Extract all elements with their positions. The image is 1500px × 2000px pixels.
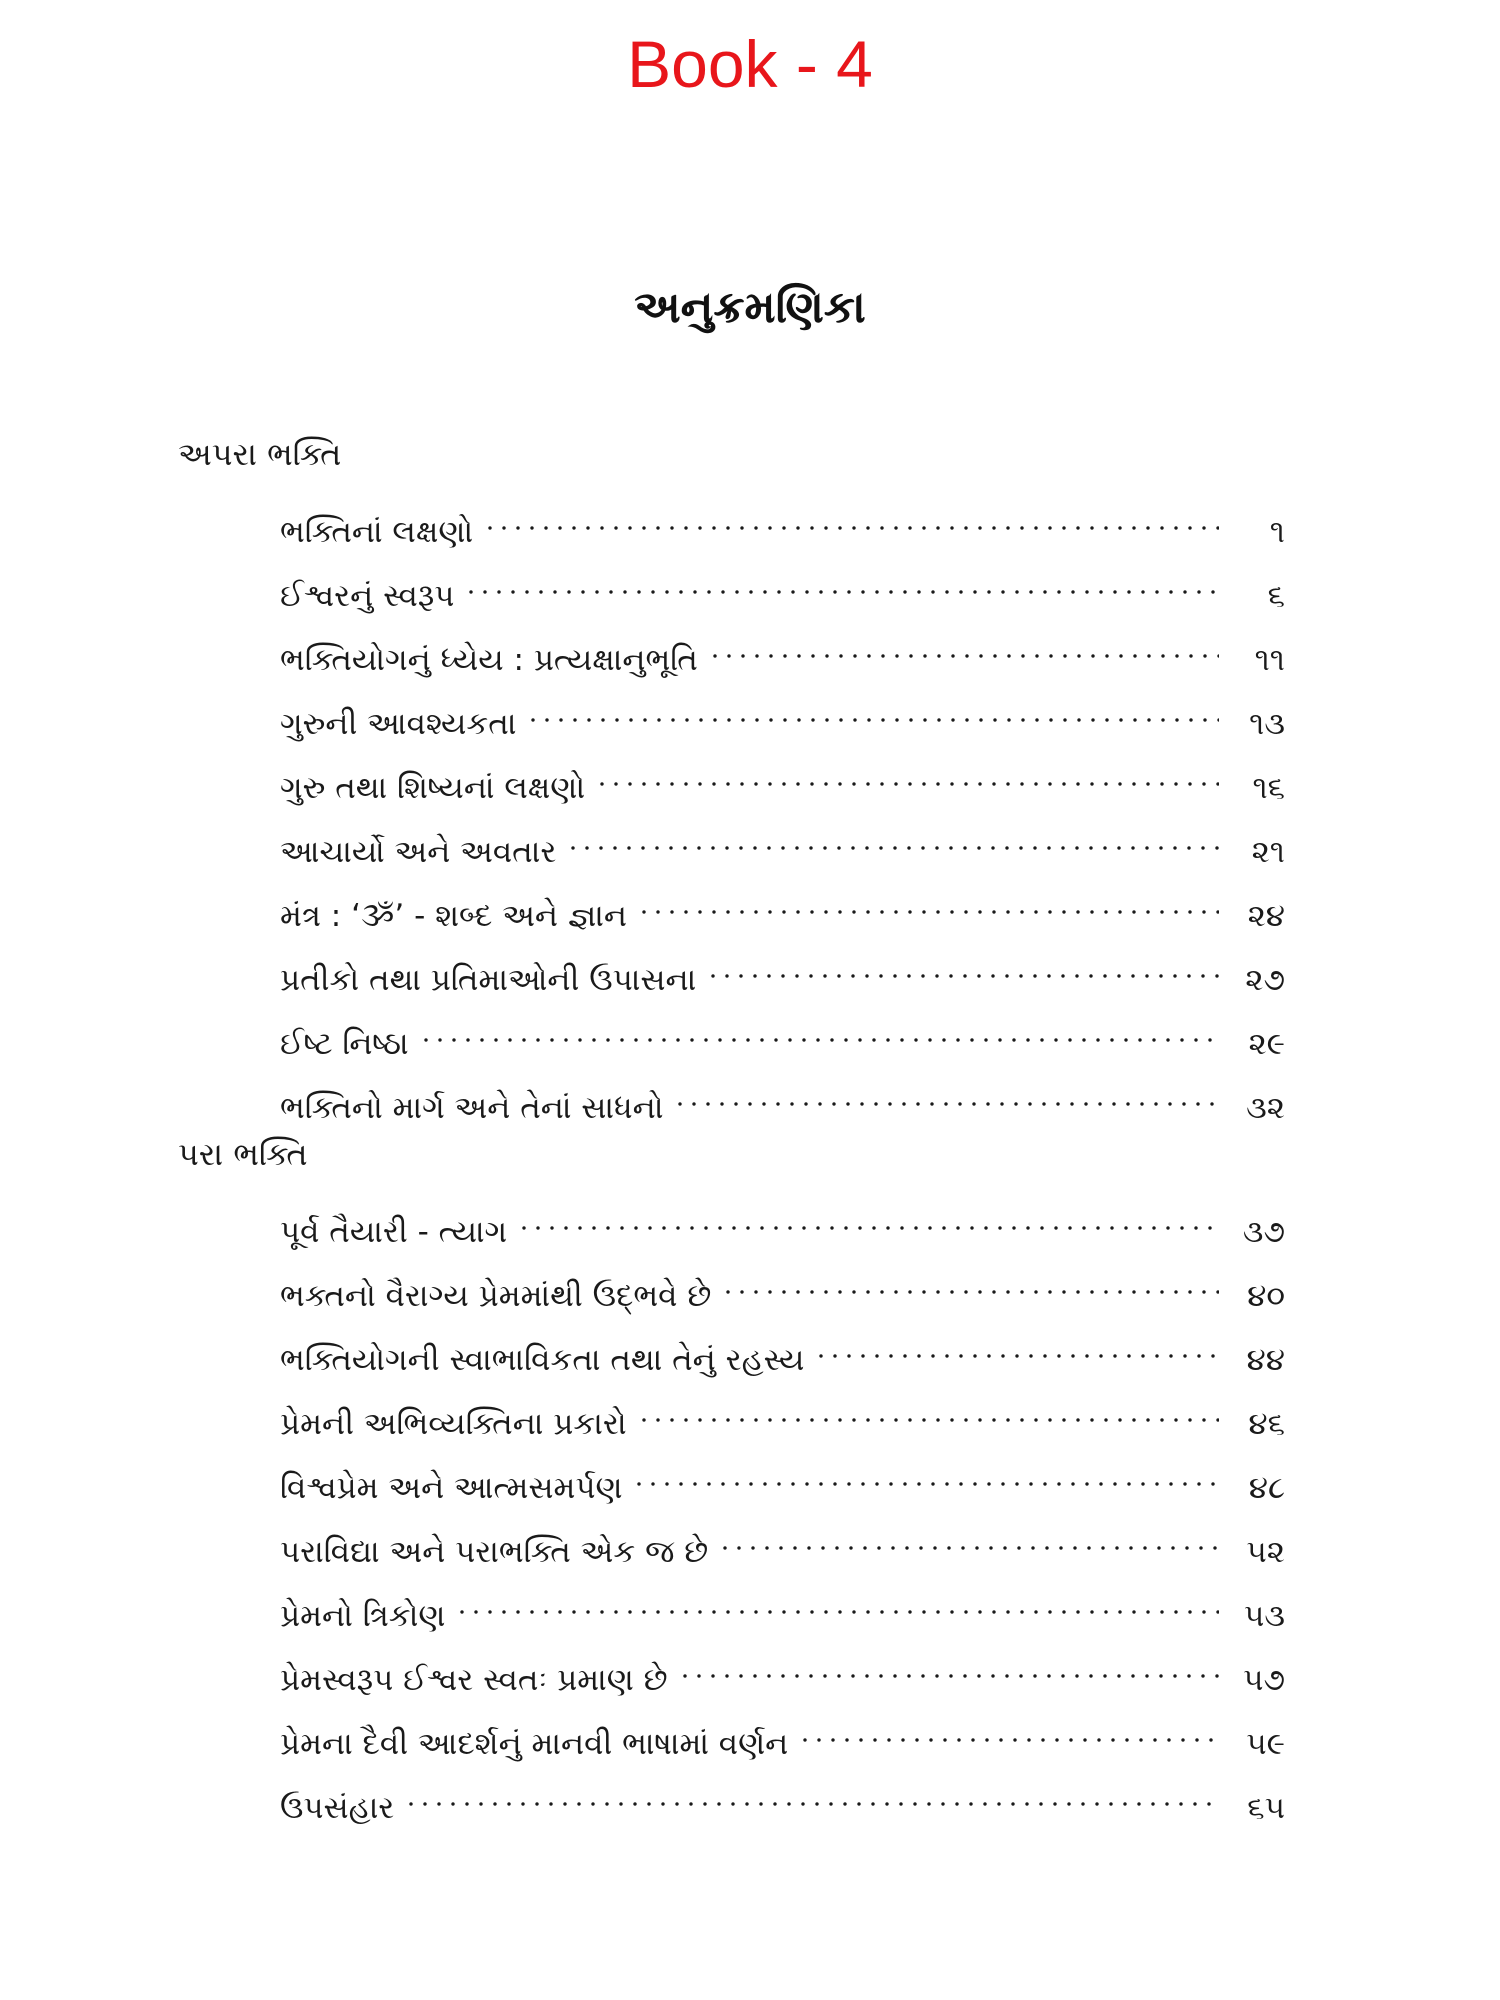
toc-entry-page: ૫૩ [1243, 1598, 1285, 1634]
toc-entry-title: પ્રેમનો ત્રિકોણ [280, 1598, 446, 1634]
book-label: Book - 4 [627, 27, 873, 101]
toc-entry[interactable] [280, 1514, 1285, 1570]
dot-leader [419, 1006, 1219, 1054]
toc-entry[interactable] [280, 942, 1285, 998]
dot-leader [566, 814, 1219, 862]
toc-entry-title: ભક્તિનો માર્ગ અને તેનાં સાધનો [280, 1090, 664, 1126]
toc-entry[interactable] [280, 1578, 1285, 1634]
toc-entry[interactable] [280, 1386, 1285, 1442]
toc-entry-page: ૧૬ [1252, 770, 1285, 806]
toc-entry-page: ૧ [1269, 514, 1285, 550]
toc-entry-title: ગુરુ તથા શિષ્યનાં લક્ષણો [280, 770, 586, 806]
dot-leader [708, 622, 1219, 670]
toc-entry-title: ભક્તનો વૈરાગ્ય પ્રેમમાંથી ઉદ્ભવે છે [280, 1278, 712, 1314]
section-heading-para-bhakti: પરા ભક્તિ [178, 1135, 308, 1173]
toc-entry[interactable] [280, 1770, 1285, 1826]
toc-entry-page: ૧૩ [1249, 706, 1285, 742]
toc-entry-title: ભક્તિયોગનું ધ્યેય : પ્રત્યક્ષાનુભૂતિ [280, 642, 698, 678]
dot-leader [404, 1770, 1219, 1818]
toc-entry-page: ૨૯ [1248, 1026, 1285, 1062]
dot-leader [464, 558, 1219, 606]
dot-leader [721, 1258, 1219, 1306]
toc-entry[interactable] [280, 750, 1285, 806]
toc-entry-title: મંત્ર : ‘ૐ’ - શબ્દ અને જ્ઞાન [280, 898, 627, 934]
toc-entry-title: પ્રેમસ્વરૂપ ઈશ્વર સ્વતઃ પ્રમાણ છે [280, 1662, 668, 1698]
toc-entry-page: ૪૦ [1247, 1278, 1285, 1314]
dot-leader [526, 686, 1219, 734]
toc-entry-page: ૬ [1267, 578, 1285, 614]
toc-title: અનુક્રમણિકા [634, 282, 866, 333]
toc-entry[interactable] [280, 622, 1285, 678]
dot-leader [673, 1070, 1219, 1118]
toc-entry[interactable] [280, 814, 1285, 870]
dot-leader [595, 750, 1219, 798]
dot-leader [632, 1450, 1219, 1498]
toc-entry-title: ભક્તિનાં લક્ષણો [280, 514, 474, 550]
dot-leader [483, 494, 1219, 542]
toc-entry-title: પ્રેમના દૈવી આદર્શનું માનવી ભાષામાં વર્ણન [280, 1726, 789, 1762]
toc-entry-title: પ્રતીકો તથા પ્રતિમાઓની ઉપાસના [280, 962, 697, 998]
toc-entry[interactable] [280, 494, 1285, 550]
toc-entry[interactable] [280, 1450, 1285, 1506]
toc-entry[interactable] [280, 1006, 1285, 1062]
toc-entry-title: ઈષ્ટ નિષ્ઠા [280, 1026, 409, 1062]
toc-entry-page: ૨૭ [1245, 962, 1285, 998]
dot-leader [637, 878, 1219, 926]
toc-entry[interactable] [280, 1194, 1285, 1250]
toc-entry-page: ૪૮ [1248, 1470, 1285, 1506]
dot-leader [798, 1706, 1219, 1754]
toc-entry[interactable] [280, 1070, 1285, 1126]
section-heading-apara-bhakti: અપરા ભક્તિ [178, 435, 342, 473]
toc-entry-title: વિશ્વપ્રેમ અને આત્મસમર્પણ [280, 1470, 623, 1506]
toc-entry-page: ૩૭ [1242, 1214, 1285, 1250]
toc-entry[interactable] [280, 558, 1285, 614]
toc-entry-title: ઉપસંહાર [280, 1790, 395, 1826]
toc-entry-page: ૨૪ [1247, 898, 1285, 934]
toc-entry-page: ૩૨ [1246, 1090, 1285, 1126]
toc-entry-title: પરાવિદ્યા અને પરાભક્તિ એક જ છે [280, 1534, 709, 1570]
dot-leader [706, 942, 1219, 990]
dot-leader [678, 1642, 1219, 1690]
dot-leader [718, 1514, 1219, 1562]
dot-leader [517, 1194, 1219, 1242]
toc-entry-title: ગુરુની આવશ્યકતા [280, 706, 517, 742]
toc-entry[interactable] [280, 1642, 1285, 1698]
toc-entry[interactable] [280, 1706, 1285, 1762]
toc-entry[interactable] [280, 1322, 1285, 1378]
toc-entry[interactable] [280, 878, 1285, 934]
toc-entry-title: પૂર્વ તૈયારી - ત્યાગ [280, 1214, 508, 1250]
toc-entry-title: આચાર્યો અને અવતાર [280, 834, 557, 870]
toc-entry-page: ૧૧ [1254, 642, 1285, 678]
toc-entry-page: ૪૬ [1248, 1406, 1285, 1442]
dot-leader [637, 1386, 1219, 1434]
toc-entry[interactable] [280, 686, 1285, 742]
toc-entry[interactable] [280, 1258, 1285, 1314]
toc-entry-title: ઈશ્વરનું સ્વરૂપ [280, 578, 455, 614]
toc-entry-page: ૫૨ [1246, 1534, 1285, 1570]
dot-leader [455, 1578, 1219, 1626]
dot-leader [814, 1322, 1219, 1370]
toc-entry-page: ૫૯ [1246, 1726, 1285, 1762]
toc-entry-title: પ્રેમની અભિવ્યક્તિના પ્રકારો [280, 1406, 627, 1442]
toc-entry-page: ૪૪ [1246, 1342, 1285, 1378]
toc-entry-page: ૬૫ [1247, 1790, 1285, 1826]
toc-entry-title: ભક્તિયોગની સ્વાભાવિકતા તથા તેનું રહસ્ય [280, 1342, 805, 1378]
toc-entry-page: ૨૧ [1251, 834, 1285, 870]
toc-entry-page: ૫૭ [1243, 1662, 1285, 1698]
